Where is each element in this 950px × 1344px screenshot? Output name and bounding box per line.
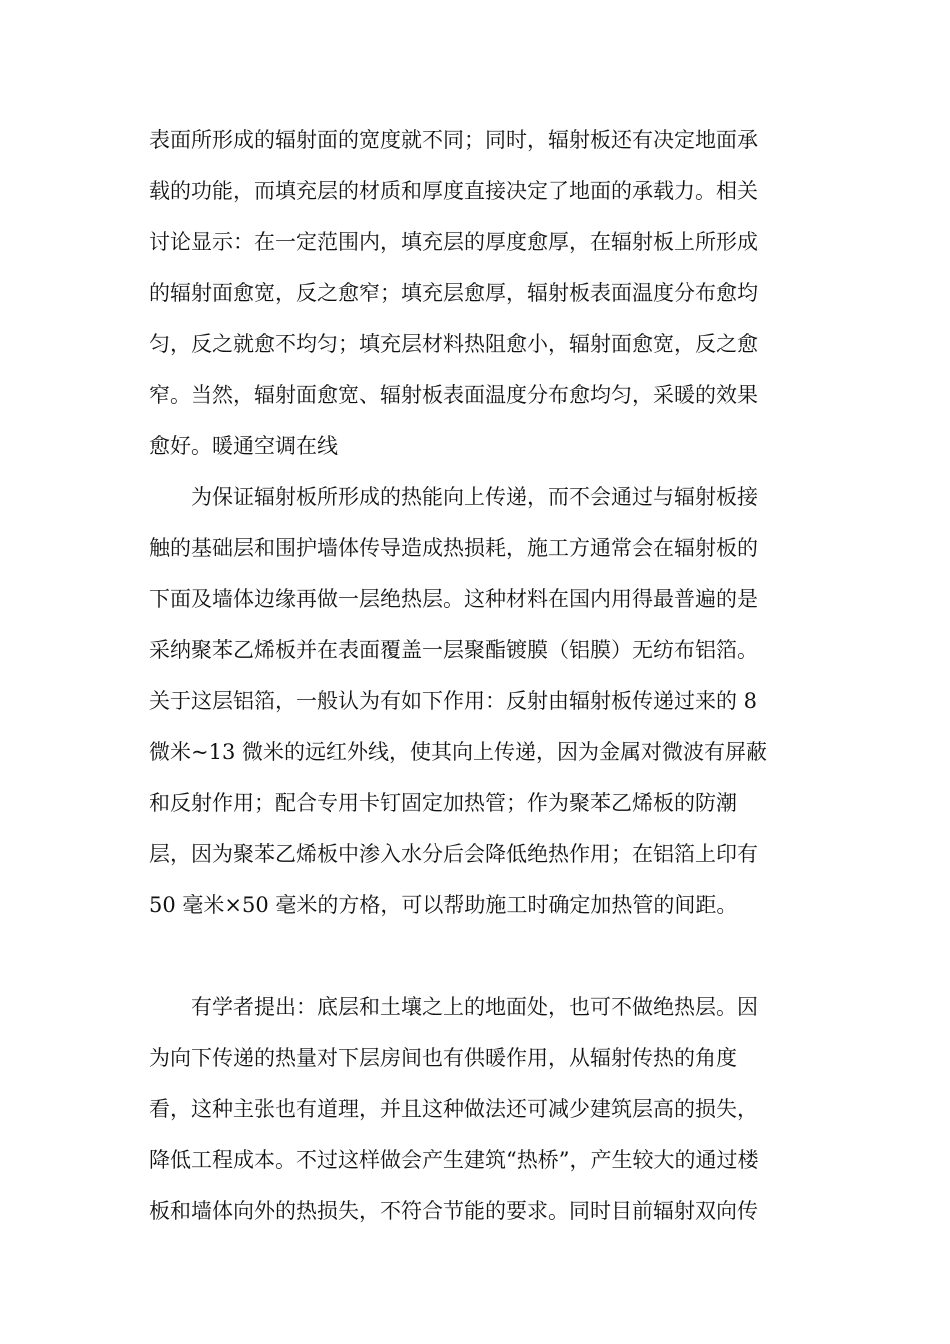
paragraph-2 [149, 472, 799, 982]
text-line: 看，这种主张也有道理，并且这种做法还可减少建筑层高的损失， [149, 1097, 758, 1121]
text-line: 层，因为聚苯乙烯板中渗入水分后会降低绝热作用；在铝箔上印有 [149, 842, 758, 866]
text-line-first: 为保证辐射板所形成的热能向上传递，而不会通过与辐射板接 [191, 485, 758, 509]
text-line: 匀，反之就愈不均匀；填充层材料热阻愈小，辐射面愈宽，反之愈 [149, 332, 758, 356]
text-line: 板和墙体向外的热损失，不符合节能的要求。同时目前辐射双向传 [149, 1199, 758, 1223]
text-line: 下面及墙体边缘再做一层绝热层。这种材料在国内用得最普遍的是 [149, 587, 758, 611]
text-line-first: 有学者提出：底层和土壤之上的地面处，也可不做绝热层。因 [191, 995, 758, 1019]
text-line: 讨论显示：在一定范围内，填充层的厚度愈厚，在辐射板上所形成 [149, 230, 758, 254]
text-line: 的辐射面愈宽，反之愈窄；填充层愈厚，辐射板表面温度分布愈均 [149, 281, 758, 305]
text-line: 关于这层铝箔，一般认为有如下作用：反射由辐射板传递过来的 8 [149, 689, 758, 713]
text-line [149, 931, 799, 982]
text-line: 和反射作用；配合专用卡钉固定加热管；作为聚苯乙烯板的防潮 [149, 791, 737, 815]
text-line: 为向下传递的热量对下层房间也有供暖作用，从辐射传热的角度 [149, 1046, 737, 1070]
text-line: 触的基础层和围护墙体传导造成热损耗，施工方通常会在辐射板的 [149, 536, 758, 560]
paragraph-1 [149, 115, 799, 472]
text-line: 微米~13 微米的远红外线，使其向上传递，因为金属对微波有屏蔽 [149, 740, 767, 764]
text-line: 50 毫米×50 毫米的方格，可以帮助施工时确定加热管的间距。 [149, 893, 738, 917]
text-line: 载的功能，而填充层的材质和厚度直接决定了地面的承载力。相关 [149, 179, 758, 203]
paragraph-3 [149, 982, 799, 1237]
text-line: 愈好。暖通空调在线 [149, 434, 338, 458]
text-line: 窄。当然，辐射面愈宽、辐射板表面温度分布愈均匀，采暖的效果 [149, 383, 758, 407]
document-body [149, 115, 799, 1237]
text-line: 表面所形成的辐射面的宽度就不同；同时，辐射板还有决定地面承 [149, 128, 758, 152]
text-line: 采纳聚苯乙烯板并在表面覆盖一层聚酯镀膜（铝膜）无纺布铝箔。 [149, 638, 758, 662]
text-line: 降低工程成本。不过这样做会产生建筑“热桥”，产生较大的通过楼 [149, 1148, 759, 1172]
